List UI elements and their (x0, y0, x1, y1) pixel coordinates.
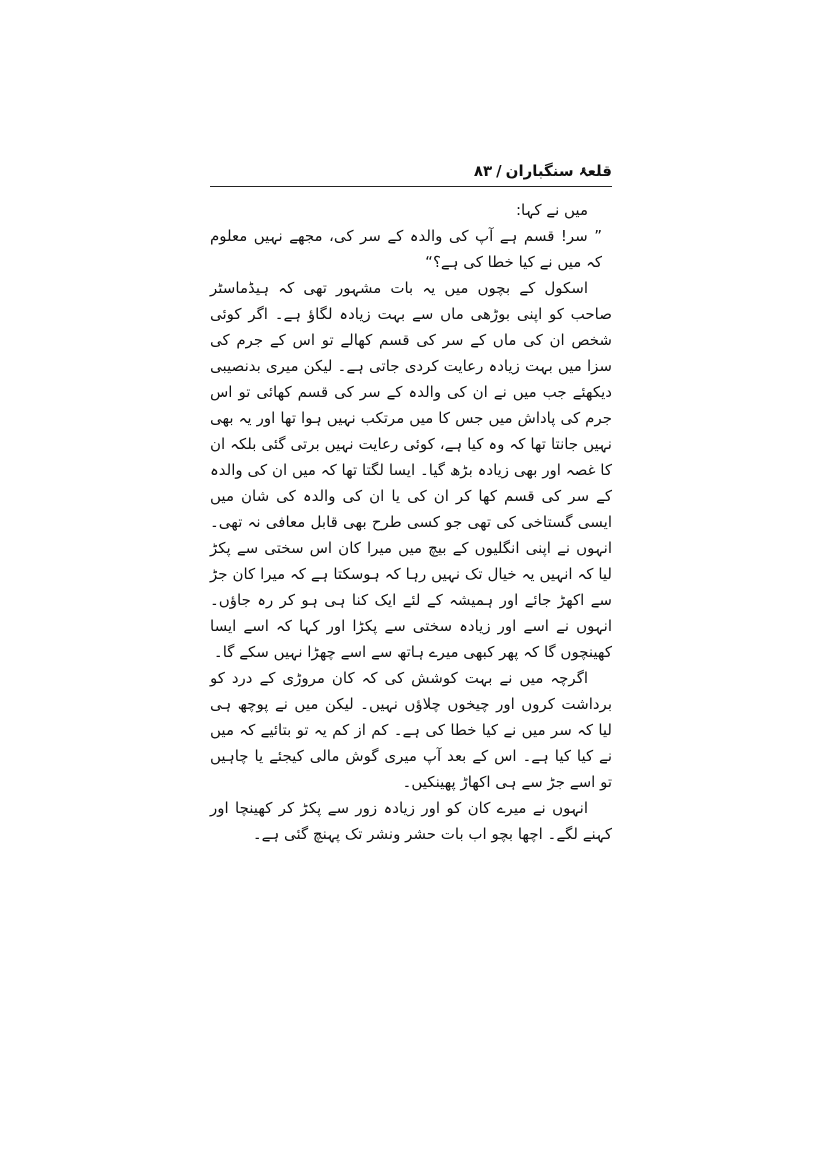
header-rule (210, 186, 612, 187)
paragraph: اسکول کے بچوں میں یہ بات مشہور تھی کہ ہیڈماسٹر صاحب کو اپنی بوڑھی ماں سے بہت زیادہ لگاؤ ہے۔ اگر کوئی شخص ان کی ماں کے سر کی قسم کھالے تو اس کے جرم کی سزا میں بہت زیادہ رعایت کردی جاتی ہے۔ لیکن میری بدنصیبی دیکھئے جب میں نے ان کی والدہ کے سر کی قسم کھائی تو اس جرم کی پاداش میں جس کا میں مرتکب نہیں ہوا تھا اور یہ بھی نہیں جانتا تھا کہ وہ کیا ہے، کوئی رعایت نہیں برتی گئی بلکہ ان کا غصہ اور بھی زیادہ بڑھ گیا۔ ایسا لگتا تھا کہ میں ان کی والدہ کے سر کی قسم کھا کر ان کی یا ان کی والدہ کی شان میں ایسی گستاخی کی تھی جو کسی طرح بھی قابل معافی نہ تھی۔ انہوں نے اپنی انگلیوں کے بیچ میں میرا کان اس سختی سے پکڑ لیا کہ انہیں یہ خیال تک نہیں رہا کہ ہوسکتا ہے کہ میرا کان جڑ سے اکھڑ جائے اور ہمیشہ کے لئے ایک کنا ہی ہو کر رہ جاؤں۔ انہوں نے اسے اور زیادہ سختی سے پکڑا اور کہا کہ اسے ایسا کھینچوں گا کہ پھر کبھی میرے ہاتھ سے اسے چھڑا نہیں سکے گا۔ (210, 279, 612, 661)
page-number: ۸۳ (473, 162, 493, 180)
header-separator: / (496, 162, 502, 180)
running-head (210, 158, 612, 184)
paragraph: انہوں نے میرے کان کو اور زیادہ زور سے پکڑ کر کھینچا اور کہنے لگے۔ اچھا بچو اب بات حشر ونشر تک پہنچ گئی ہے۔ (210, 799, 612, 843)
book-title: قلعۂ سنگباران (505, 162, 612, 180)
paragraph: اگرچہ میں نے بہت کوشش کی کہ کان مروڑی کے درد کو برداشت کروں اور چیخوں چلاؤں نہیں۔ لیکن میں نے پوچھ ہی لیا کہ سر میں نے کیا خطا کی ہے۔ کم از کم یہ تو بتائیے کہ میں نے کیا کیا ہے۔ اس کے بعد آپ میری گوش مالی کیجئے یا چاہیں تو اسے جڑ سے ہی اکھاڑ پھینکیں۔ (210, 669, 612, 791)
body-text (210, 197, 612, 847)
quoted-speech: ” سر! قسم ہے آپ کی والدہ کے سر کی، مجھے نہیں معلوم کہ میں نے کیا خطا کی ہے؟“ (210, 227, 602, 271)
intro-line: میں نے کہا: (515, 201, 588, 219)
